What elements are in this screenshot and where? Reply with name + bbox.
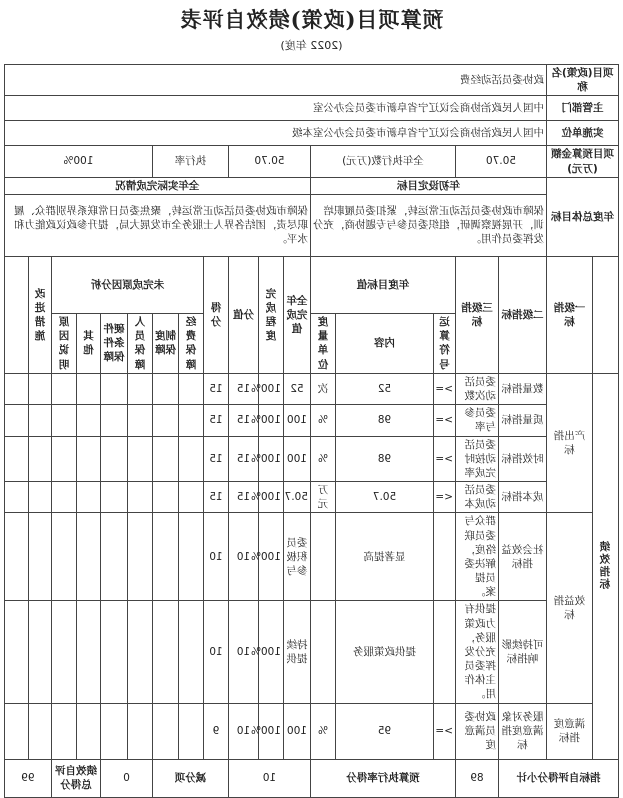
row-unit: 次 [310,373,335,404]
row-l3b: 政协委员满意度 [455,703,498,759]
row-score: 15 [203,405,228,436]
goal-set-label: 年初设定目标 [310,177,546,194]
header-unit: 度量单位 [310,313,335,373]
row-val: 95 [335,703,433,759]
row-l3a: 时效指标 [498,436,546,482]
row-l3b: 委员参与率 [455,405,498,436]
row-l2-benefit: 效益指标 [546,513,592,703]
row-op: >= [433,436,455,482]
header-reasons: 未完成原因分析 [51,256,203,313]
exec-score-label: 预算执行率得分 [310,759,455,797]
row-val: 98 [335,436,433,482]
impl-value: 中国人民政治协商会议辽宁省阜新市委员会办公室本级 [4,121,546,146]
row-op [433,513,455,601]
header-op: 运算符号 [433,313,455,373]
row-op: >= [433,373,455,404]
goal-head-row [4,177,618,194]
row-weight: 10 [228,703,258,759]
header-r1: 经费保障 [178,313,203,373]
header-r5: 其他 [76,313,100,373]
header-r2: 制度保障 [152,313,178,373]
funds-rate-label: 执行率 [152,146,228,177]
total-label: 绩效自评总得分 [51,759,100,797]
row-l3b: 提供有力政策服务，充分发挥委员主体作用。 [455,601,498,703]
impl-row [4,121,618,146]
header-spacer [4,256,28,373]
table-row [4,601,618,703]
header-measures: 改进措施 [28,256,51,373]
row-weight: 15 [228,482,258,513]
total-value: 99 [4,759,51,797]
row-weight: 15 [228,405,258,436]
table-row [4,405,618,436]
row-unit: % [310,436,335,482]
funds-exec-label: 全年执行数(万元) [310,146,455,177]
goal-label: 年度总体目标 [546,177,618,256]
row-unit: % [310,405,335,436]
table-row [4,703,618,759]
row-actual: 50.7 [283,482,310,513]
row-op [433,601,455,703]
project-name-row [4,65,618,96]
performance-table [4,64,619,798]
header-r4: 硬件条件保障 [100,313,127,373]
row-actual: 100 [283,436,310,482]
row-score: 10 [203,601,228,703]
funds-row [4,146,618,177]
header-r6: 原因说明 [51,313,76,373]
page-title: 预算项目(政策)绩效自评表 [179,7,444,32]
row-l3b: 委员活动成本 [455,482,498,513]
row-l3a: 社会效益指标 [498,513,546,601]
footer-row [4,759,618,797]
table-row [4,373,618,404]
row-rate: 100% [258,703,283,759]
minus-value: 0 [100,759,152,797]
header-r3: 人员保障 [127,313,152,373]
funds-budget: 50.70 [455,146,546,177]
row-score: 15 [203,482,228,513]
project-name-label: 项目(政策)名称 [546,65,618,96]
row-l3a: 可持续影响指标 [498,601,546,703]
header-row-1 [4,256,618,313]
goal-done-label: 全年实际完成情况 [4,177,310,194]
row-l3a: 数量指标 [498,373,546,404]
row-unit [310,601,335,703]
row-l3b: 委员活动次数 [455,373,498,404]
table-row [4,436,618,482]
table-row [4,513,618,601]
row-score: 15 [203,373,228,404]
header-score: 得分 [203,256,228,373]
goal-text-row [4,194,618,256]
header-l3: 三级指标 [455,256,498,373]
row-weight: 15 [228,436,258,482]
year-label: (2022 年度) [280,39,343,52]
row-weight: 10 [228,601,258,703]
row-l3b: 委员活动按时完成率 [455,436,498,482]
row-val: 50.7 [335,482,433,513]
funds-label: 项目预算金额(万元) [546,146,618,177]
funds-rate: 100% [4,146,152,177]
row-val: 提供政策服务 [335,601,433,703]
row-l1 [593,373,619,759]
header-rate: 完成程度 [258,256,283,373]
row-unit: % [310,703,335,759]
project-name-value: 政协委员活动经费 [4,65,546,96]
subtotal-label: 指标自评得分小计 [498,759,618,797]
row-val: 显著提高 [335,513,433,601]
goal-done-text: 保障市政协委员活动正常运转，聚焦委员日常联系界别群众、履职尽责，团结各界人士服务全市发展大局，提升参政议政能力和水平。 [4,194,310,256]
row-actual: 委员积极参与 [283,513,310,601]
row-val: 52 [335,373,433,404]
header-l1: 一级指标 [546,256,592,373]
measure-l1-head [593,256,619,373]
goal-set-text: 保障市政协委员活动正常运转，紧扣委员履职培训，开展视察调研，组织委员参与专题协商，充分发挥委员作用。 [310,194,546,256]
row-l2-output: 产出指标 [546,373,592,513]
row-l3a: 质量指标 [498,405,546,436]
row-rate: 100% [258,373,283,404]
row-score: 15 [203,436,228,482]
header-actual: 全年完成值 [283,256,310,373]
dept-row [4,96,618,121]
row-l1-text: 绩效指标 [599,541,612,592]
row-score: 9 [203,703,228,759]
subtotal-value: 89 [455,759,498,797]
row-unit: 万元 [310,482,335,513]
row-l3a: 成本指标 [498,482,546,513]
row-actual: 持续提供 [283,601,310,703]
row-actual: 52 [283,373,310,404]
row-weight: 10 [228,513,258,601]
row-actual: 100 [283,405,310,436]
row-score: 10 [203,513,228,601]
row-l3b: 群众与委员联络度，解决委员提案。 [455,513,498,601]
row-op: >= [433,405,455,436]
impl-label: 实施单位 [546,121,618,146]
header-target: 年度目标值 [310,256,455,313]
row-unit [310,513,335,601]
minus-label: 减分项 [152,759,228,797]
row-rate: 100% [258,482,283,513]
row-rate: 100% [258,513,283,601]
dept-label: 主管部门 [546,96,618,121]
row-actual: 100 [283,703,310,759]
row-rate: 100% [258,601,283,703]
row-op: >= [433,703,455,759]
row-weight: 15 [228,373,258,404]
dept-value: 中国人民政治协商会议辽宁省阜新市委员会办公室 [4,96,546,121]
header-weight: 分值 [228,256,258,373]
funds-exec: 50.70 [228,146,310,177]
row-rate: 100% [258,436,283,482]
row-val: 98 [335,405,433,436]
row-op: <= [433,482,455,513]
row-l2-satisfaction: 满意度指标 [546,703,592,759]
row-l3a: 服务对象满意度指标 [498,703,546,759]
header-content: 内容 [335,313,433,373]
header-l2: 二级指标 [498,256,546,373]
exec-score-value: 10 [228,759,310,797]
table-row [4,482,618,513]
row-rate: 100% [258,405,283,436]
